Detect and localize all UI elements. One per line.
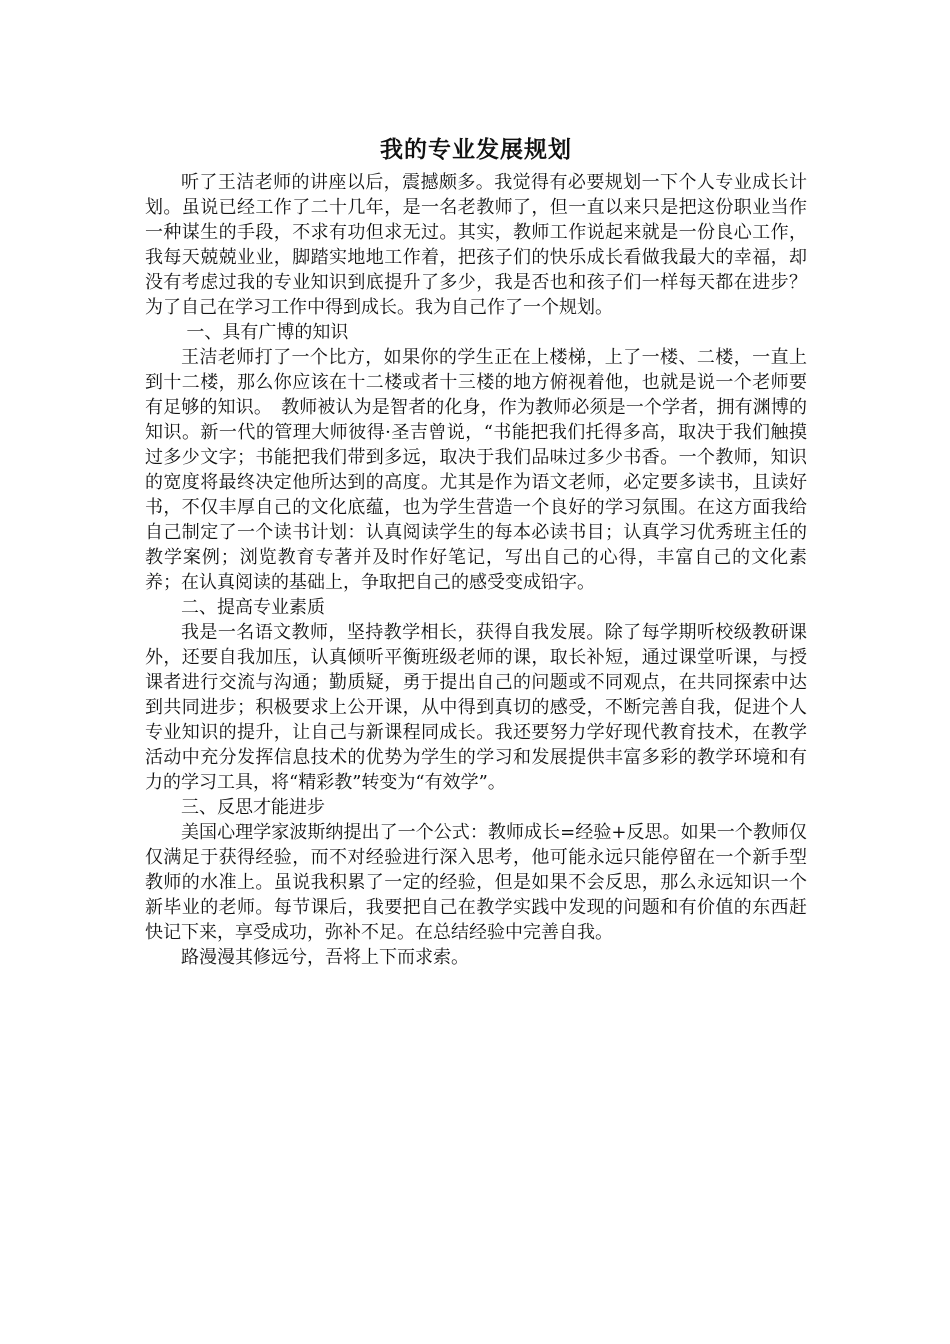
section-heading-reflection: 三、反思才能进步 — [181, 797, 325, 818]
section-heading-professional-quality: 二、提高专业素质 — [181, 597, 325, 618]
section-body-reflection: 美国心理学家波斯纳提出了一个公式：教师成长=经验+反思。如果一个教师仅仅满足于获得经验，而不对经验进行深入思考，他可能永远只能停留在一个新手型教师的水准上。虽说我积累了一定的经验，但是如果不会反思，那么永远知识一个新毕业的老师。每节课后，我要把自己在教学实践中发现的问题和有价值的东西赶快记下来，享受成功，弥补不足。在总结经验中完善自我。 — [145, 822, 807, 943]
document-title: 我的专业发展规划 — [380, 136, 572, 163]
section-heading-knowledge: 一、具有广博的知识 — [186, 322, 349, 343]
section-body-knowledge: 王洁老师打了一个比方，如果你的学生正在上楼梯，上了一楼、二楼，一直上到十二楼，那么你应该在十二楼或者十三楼的地方俯视着他，也就是说一个老师要有足够的知识。 教师被认为是智者的化身，作为教师必须是一个学者，拥有渊博的知识。新一代的管理大师彼得·圣吉曾说，“书能把我们托得多高，取决于我们触摸过多少文字；书能把我们带到多远，取决于我们品味过多少书香。一个教师，知识的宽度将最终决定他所达到的高度。尤其是作为语文老师，必定要多读书，且读好书，不仅丰厚自己的文化底蕴，也为学生营造一个良好的学习氛围。在这方面我给自己制定了一个读书计划：认真阅读学生的每本必读书目；认真学习优秀班主任的教学案例；浏览教育专著并及时作好笔记，写出自己的心得，丰富自己的文化素养；在认真阅读的基础上，争取把自己的感受变成铅字。 — [145, 347, 807, 593]
closing-paragraph: 路漫漫其修远兮，吾将上下而求索。 — [181, 947, 469, 968]
intro-paragraph: 听了王洁老师的讲座以后，震撼颇多。我觉得有必要规划一下个人专业成长计划。虽说已经工作了二十几年，是一名老教师了，但一直以来只是把这份职业当作一种谋生的手段，不求有功但求无过。其实，教师工作说起来就是一份良心工作，我每天兢兢业业，脚踏实地地工作着，把孩子们的快乐成长看做我最大的幸福，却没有考虑过我的专业知识到底提升了多少，我是否也和孩子们一样每天都在进步？为了自己在学习工作中得到成长。我为自己作了一个规划。 — [145, 172, 807, 318]
section-body-professional-quality: 我是一名语文教师，坚持教学相长，获得自我发展。除了每学期听校级教研课外，还要自我加压，认真倾听平衡班级老师的课，取长补短，通过课堂听课，与授课者进行交流与沟通；勤质疑，勇于提出自己的问题或不同观点，在共同探索中达到共同进步；积极要求上公开课，从中得到真切的感受，不断完善自我，促进个人专业知识的提升，让自己与新课程同成长。我还要努力学好现代教育技术，在教学活动中充分发挥信息技术的优势为学生的学习和发展提供丰富多彩的教学环境和有力的学习工具，将“精彩教”转变为“有效学”。 — [145, 622, 807, 793]
document-content — [145, 130, 807, 970]
